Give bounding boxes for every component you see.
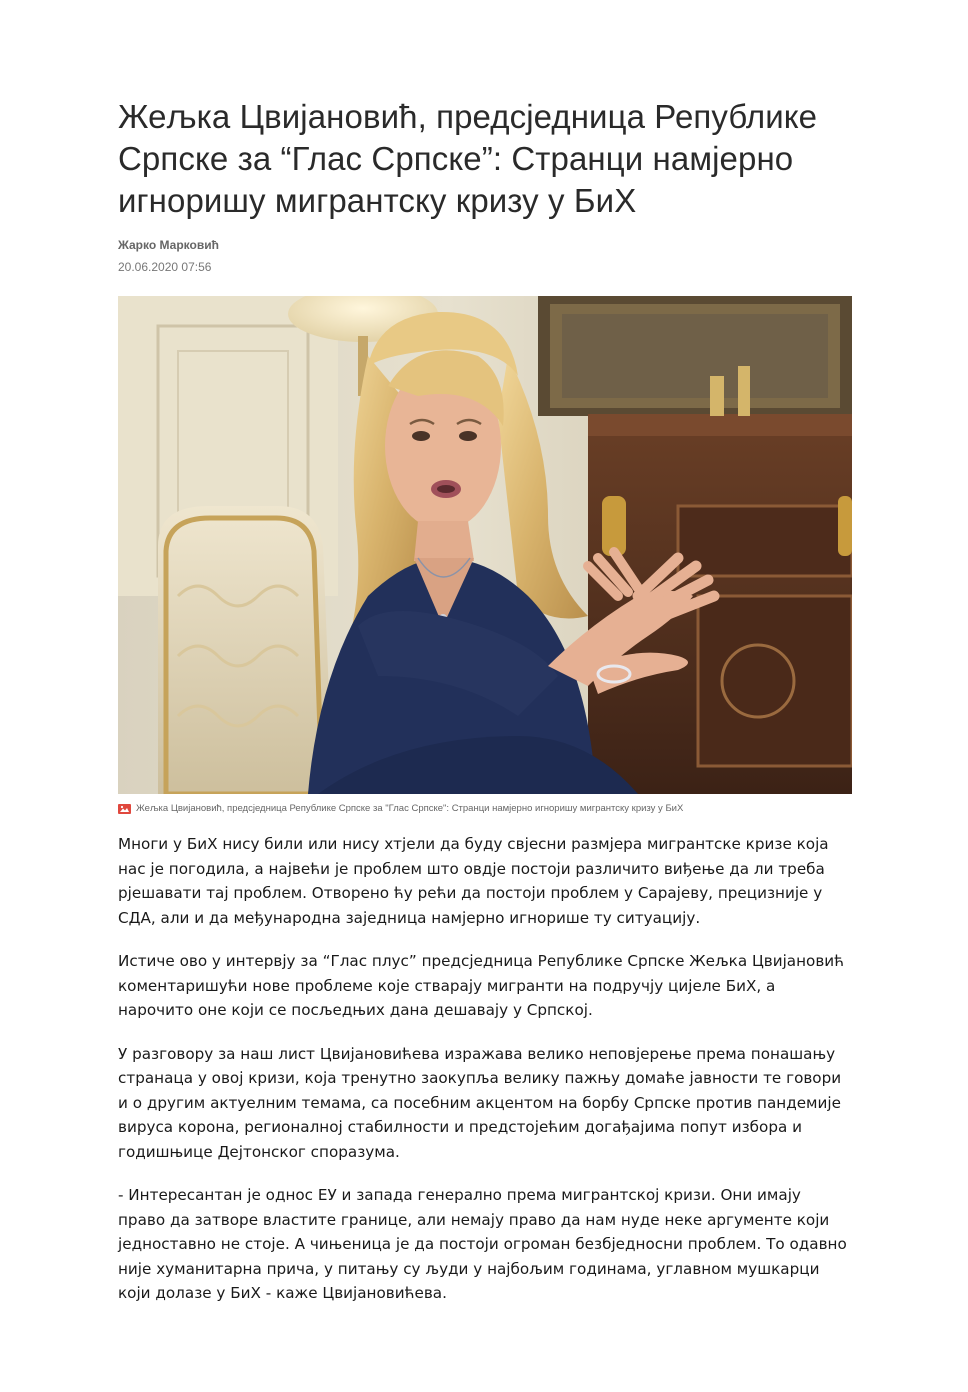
paragraph: Многи у БиХ нису били или нису хтјели да буду свјесни размјера мигрантске кризе која нас је погодила, а највећи је проблем што овдје постоји различито виђење да ли треба рјешавати тај проблем. Отворено ћу рећи да постоји проблем у Сарајеву, прецизније у СДА, али и да међународна заједница намјерно игнорише ту ситуацију. xyxy=(118,835,829,927)
paragraph: - Интересантан је однос ЕУ и запада генерално према мигрантској кризи. Они имају право да затворе властите границе, али немају право да нам нуде неке аргументе који једноставно не стоје. А чињеница је да постоји огроман безбједносни проблем. То одавно није хуманитарна прича, у питању су људи у најбољим годинама, углавном мушкарци који долазе у БиХ - каже Цвијановићева. xyxy=(118,1186,847,1302)
publish-date: 20.06.2020 07:56 xyxy=(118,260,212,274)
photo-caption xyxy=(118,803,852,814)
image-icon xyxy=(118,804,131,814)
article-body xyxy=(118,832,852,1306)
article-title: Жељка Цвијановић, предсједница Републике Српске за “Глас Српске”: Странци намјерно игноришу мигрантску кризу у БиХ xyxy=(118,98,818,219)
article-photo[interactable] xyxy=(118,296,852,794)
paragraph: У разговору за наш лист Цвијановићева изражава велико неповјерење према понашању странаца у овој кризи, која тренутно заокупља велику пажњу домаће јавности те говори и о другим актуелним темама, са посебним акцентом на борбу Српске против пандемије вируса корона, регионалној стабилности и предстојећим догађајима попут избора и годишњице Дејтонског споразума. xyxy=(118,1044,842,1161)
caption-text: Жељка Цвијановић, предсједница Републике Српске за "Глас Српске": Странци намјерно игноришу мигрантску кризу у БиХ xyxy=(136,803,684,814)
paragraph: Истиче ово у интервју за “Глас плус” предсједница Републике Српске Жељка Цвијановић коментаришући нове проблеме које стварају мигранти на подручју цијеле БиХ, а нарочито оне који се посљедњих дана дешавају у Српској. xyxy=(118,952,845,1019)
author-name[interactable]: Жарко Марковић xyxy=(118,238,219,252)
article xyxy=(118,96,852,1325)
